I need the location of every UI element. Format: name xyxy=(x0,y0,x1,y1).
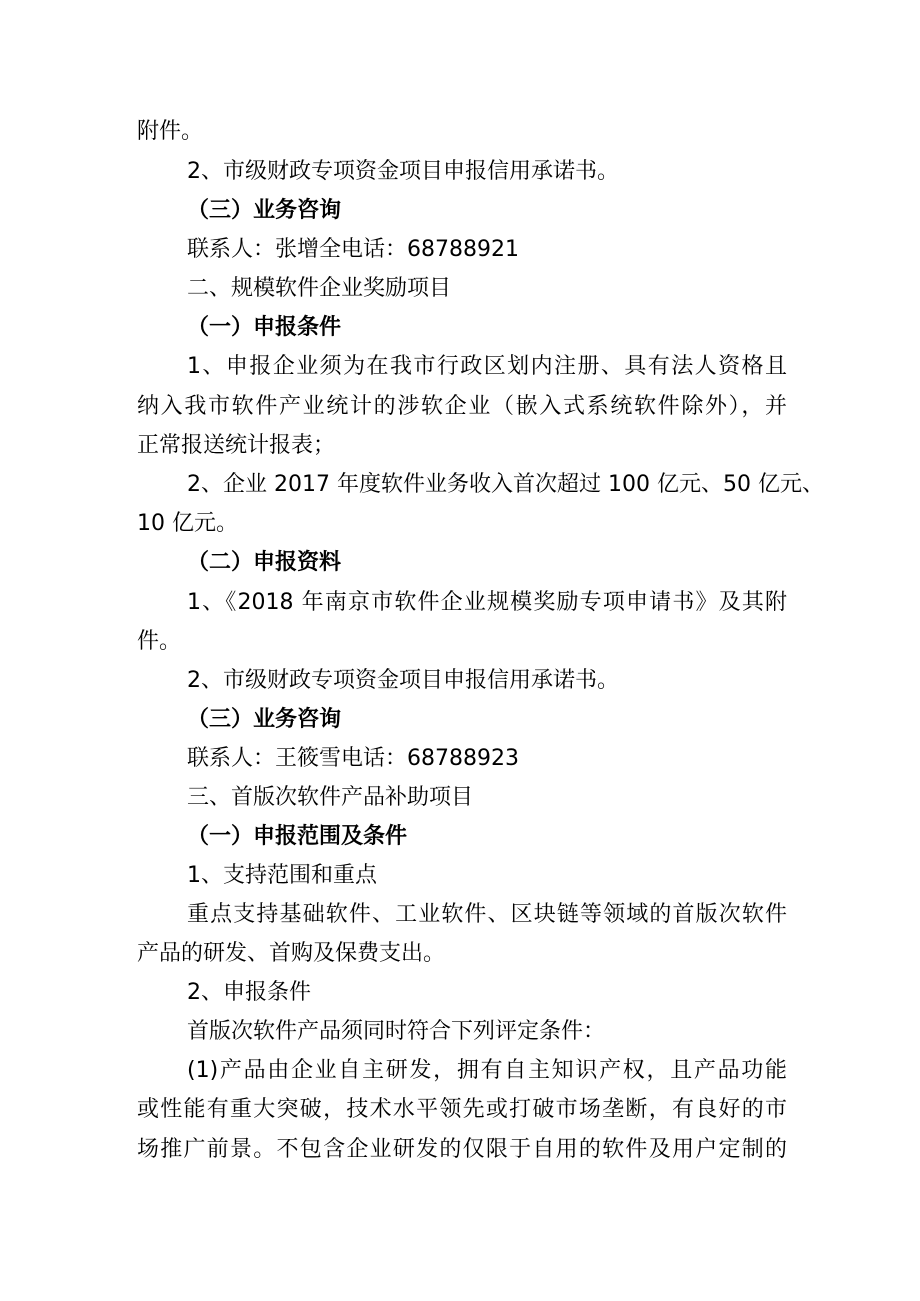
text-line: 产品的研发、首购及保费支出。 xyxy=(137,941,446,966)
text-line: 纳入我市软件产业统计的涉软企业（嵌入式系统软件除外），并 xyxy=(137,394,787,419)
text-line: 或性能有重大突破，技术水平领先或打破市场垄断，有良好的市 xyxy=(137,1097,787,1122)
section-title: 二、规模软件企业奖励项目 xyxy=(187,276,452,301)
contact-line: 联系人：张增全电话：68788921 xyxy=(187,237,519,262)
text-line: 2、市级财政专项资金项目申报信用承诺书。 xyxy=(187,668,619,693)
text-line: 重点支持基础软件、工业软件、区块链等领域的首版次软件 xyxy=(187,902,787,927)
text-line: 1、《2018 年南京市软件企业规模奖励专项申请书》及其附 xyxy=(187,590,787,615)
section-heading: （三）业务咨询 xyxy=(187,707,342,732)
text-line: 1、支持范围和重点 xyxy=(187,863,377,888)
text-line: 2、企业 2017 年度软件业务收入首次超过 100 亿元、50 亿元、 xyxy=(187,472,824,497)
text-line: 件。 xyxy=(137,629,182,654)
text-line: 2、申报条件 xyxy=(187,980,311,1005)
text-line: 首版次软件产品须同时符合下列评定条件： xyxy=(187,1019,606,1044)
text-line: 附件。 xyxy=(137,119,204,144)
section-heading: （三）业务咨询 xyxy=(187,198,342,223)
text-line: 场推广前景。不包含企业研发的仅限于自用的软件及用户定制的 xyxy=(137,1137,787,1162)
text-line: (1)产品由企业自主研发，拥有自主知识产权，且产品功能 xyxy=(187,1058,787,1083)
text-line: 正常报送统计报表； xyxy=(137,433,336,458)
section-heading: （二）申报资料 xyxy=(187,550,342,575)
section-title: 三、首版次软件产品补助项目 xyxy=(187,785,474,810)
section-heading: （一）申报范围及条件 xyxy=(187,824,408,849)
text-line: 1、申报企业须为在我市行政区划内注册、具有法人资格且 xyxy=(187,354,787,379)
text-line: 2、市级财政专项资金项目申报信用承诺书。 xyxy=(187,159,619,184)
section-heading: （一）申报条件 xyxy=(187,315,342,340)
contact-line: 联系人：王筱雪电话：68788923 xyxy=(187,746,519,771)
text-line: 10 亿元。 xyxy=(137,511,238,536)
